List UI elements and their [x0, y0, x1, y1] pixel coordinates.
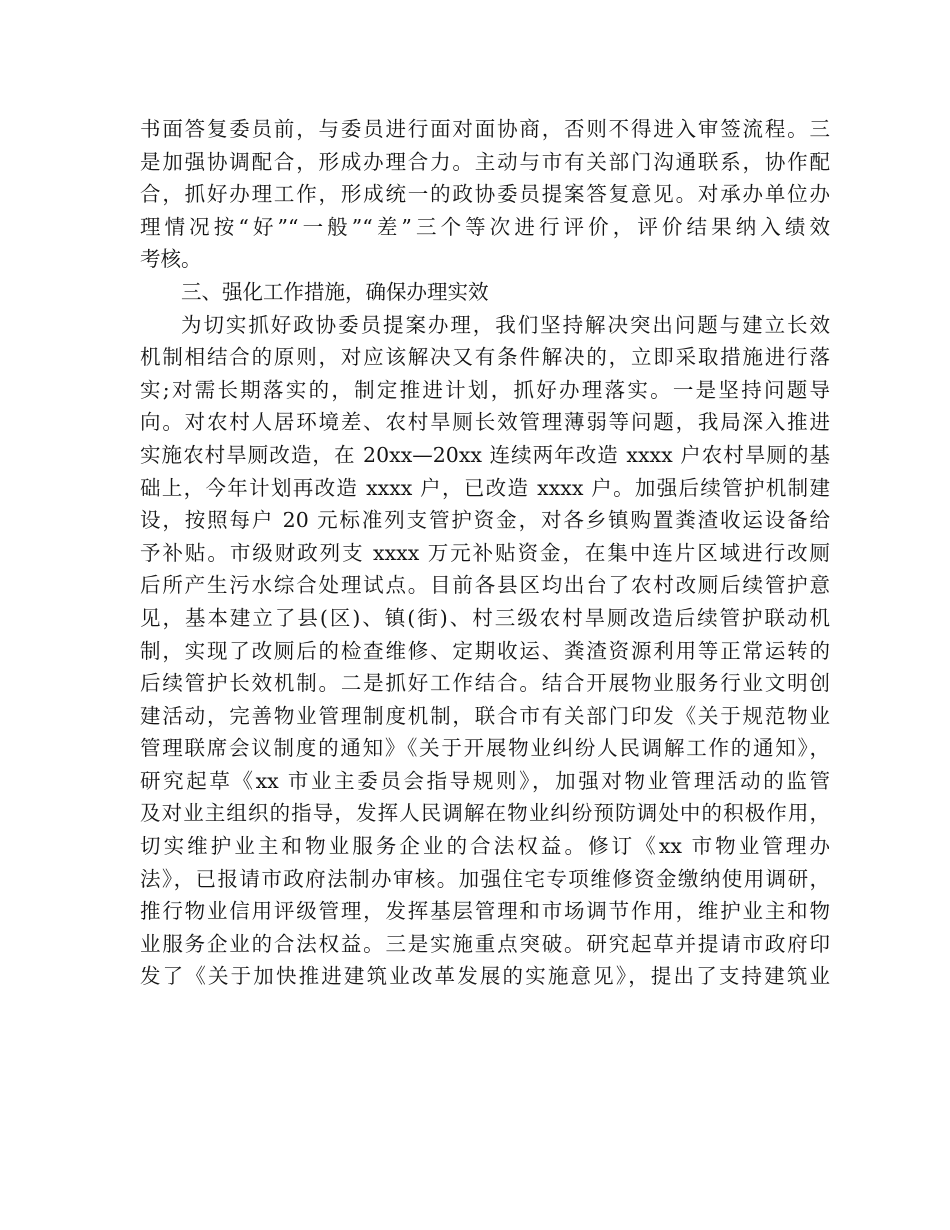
text-line: 合，抓好办理工作，形成统一的政协委员提案答复意见。对承办单位办 [140, 182, 830, 207]
document-body [140, 113, 830, 993]
text-line: 制，实现了改厕后的检查维修、定期收运、粪渣资源利用等正常运转的 [140, 638, 830, 663]
text-line: 及对业主组织的指导，发挥人民调解在物业纠纷预防调处中的积极作用， [140, 801, 830, 826]
text-line: 机制相结合的原则，对应该解决又有条件解决的，立即采取措施进行落 [140, 345, 830, 370]
text-line: 实;对需长期落实的，制定推进计划，抓好办理落实。一是坚持问题导 [140, 377, 830, 402]
text-line: 业服务企业的合法权益。三是实施重点突破。研究起草并提请市政府印 [140, 931, 830, 956]
text-line: 后所产生污水综合处理试点。目前各县区均出台了农村改厕后续管护意 [140, 573, 830, 598]
paragraph-first-line: 为切实抓好政协委员提案办理，我们坚持解决突出问题与建立长效 [181, 312, 830, 337]
text-line: 书面答复委员前，与委员进行面对面协商，否则不得进入审签流程。三 [140, 117, 830, 141]
text-line: 考核。 [140, 247, 202, 272]
text-line: 发了《关于加快推进建筑业改革发展的实施意见》，提出了支持建筑业 [140, 964, 830, 989]
text-line: 见，基本建立了县(区)、镇(街)、村三级农村旱厕改造后续管护联动机 [140, 605, 830, 630]
text-line: 推行物业信用评级管理，发挥基层管理和市场调节作用，维护业主和物 [140, 899, 830, 924]
text-line: 设，按照每户 20 元标准列支管护资金，对各乡镇购置粪渣收运设备给 [140, 508, 830, 533]
text-line: 础上，今年计划再改造 xxxx 户，已改造 xxxx 户。加强后续管护机制建 [140, 475, 830, 500]
text-line: 向。对农村人居环境差、农村旱厕长效管理薄弱等问题，我局深入推进 [140, 410, 830, 435]
text-line: 管理联席会议制度的通知》《关于开展物业纠纷人民调解工作的通知》， [140, 736, 830, 761]
text-line: 是加强协调配合，形成办理合力。主动与市有关部门沟通联系，协作配 [140, 149, 830, 174]
section-heading: 三、强化工作措施，确保办理实效 [181, 279, 489, 304]
text-line: 予补贴。市级财政列支 xxxx 万元补贴资金，在集中连片区域进行改厕 [140, 540, 830, 565]
text-line: 切实维护业主和物业服务企业的合法权益。修订《xx 市物业管理办 [140, 834, 830, 859]
text-line: 建活动，完善物业管理制度机制，联合市有关部门印发《关于规范物业 [140, 703, 830, 728]
text-line: 后续管护长效机制。二是抓好工作结合。结合开展物业服务行业文明创 [140, 671, 830, 696]
text-line: 实施农村旱厕改造，在 20xx—20xx 连续两年改造 xxxx 户农村旱厕的基 [140, 442, 830, 467]
text-line: 理情况按“好”“一般”“差”三个等次进行评价，评价结果纳入绩效 [140, 214, 830, 239]
text-line: 研究起草《xx 市业主委员会指导规则》，加强对物业管理活动的监管 [140, 768, 830, 793]
text-line: 法》，已报请市政府法制办审核。加强住宅专项维修资金缴纳使用调研， [140, 866, 830, 891]
